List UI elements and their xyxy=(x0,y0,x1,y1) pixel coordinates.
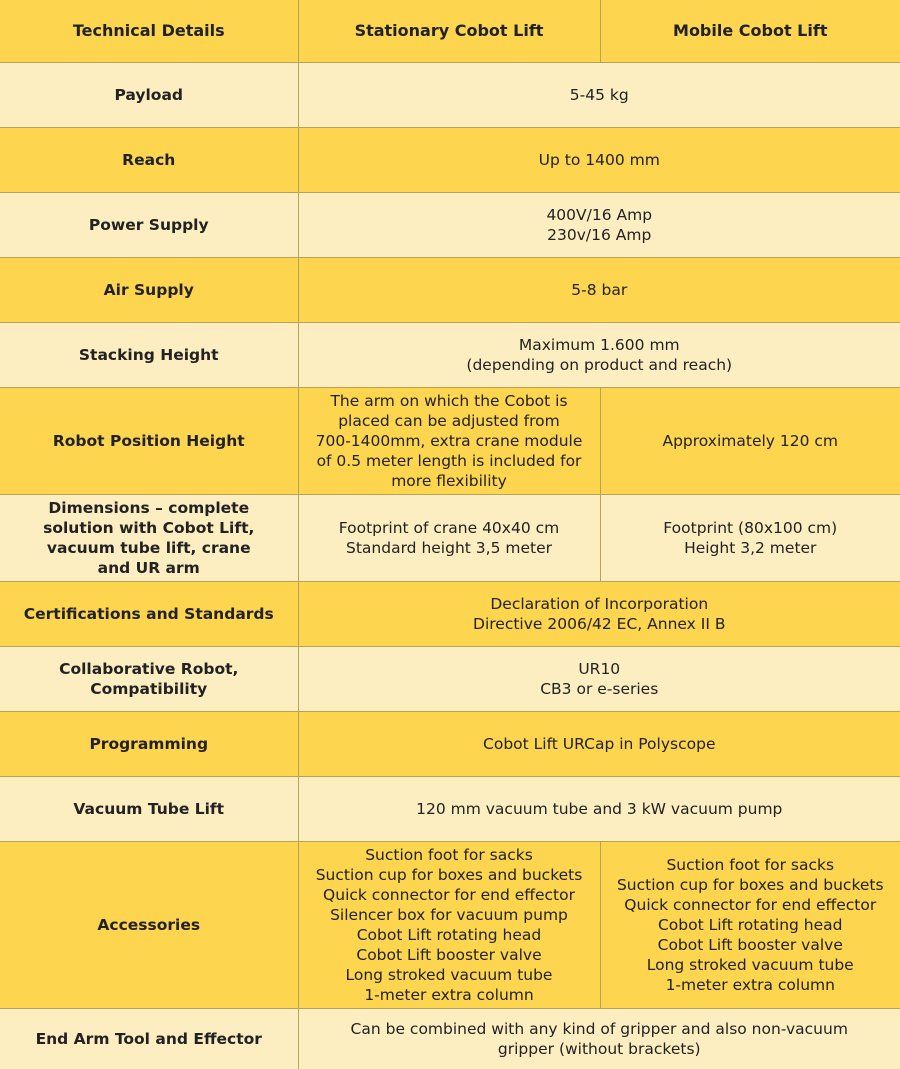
row-value-accessories-stationary: Suction foot for sacks Suction cup for boxes and buckets Quick connector for end effector Silencer box for vacuum pump Cobot Lift rotating head Cobot Lift booster valve Long stroked vacuum tube 1-meter extra column xyxy=(298,841,600,1008)
row-label-collaborative-robot: Collaborative Robot, Compatibility xyxy=(0,646,298,711)
row-value-dimensions-stationary: Footprint of crane 40x40 cm Standard height 3,5 meter xyxy=(298,494,600,581)
row-label-payload: Payload xyxy=(0,62,298,127)
table-row xyxy=(0,646,900,711)
table-row xyxy=(0,322,900,387)
row-value-certifications: Declaration of Incorporation Directive 2006/42 EC, Annex II B xyxy=(298,581,900,646)
row-value-end-arm-tool: Can be combined with any kind of gripper and also non-vacuum gripper (without brackets) xyxy=(298,1008,900,1069)
row-label-programming: Programming xyxy=(0,711,298,776)
header-stationary-cobot-lift: Stationary Cobot Lift xyxy=(298,0,600,62)
table-row xyxy=(0,257,900,322)
row-value-payload: 5-45 kg xyxy=(298,62,900,127)
row-label-certifications: Certifications and Standards xyxy=(0,581,298,646)
table-row xyxy=(0,127,900,192)
row-value-robot-position-height-mobile: Approximately 120 cm xyxy=(600,387,900,494)
table-row xyxy=(0,192,900,257)
table-row xyxy=(0,711,900,776)
row-value-air-supply: 5-8 bar xyxy=(298,257,900,322)
row-value-programming: Cobot Lift URCap in Polyscope xyxy=(298,711,900,776)
table-row xyxy=(0,581,900,646)
row-label-end-arm-tool: End Arm Tool and Effector xyxy=(0,1008,298,1069)
row-label-vacuum-tube-lift: Vacuum Tube Lift xyxy=(0,776,298,841)
table-row xyxy=(0,494,900,581)
row-value-accessories-mobile: Suction foot for sacks Suction cup for boxes and buckets Quick connector for end effector Cobot Lift rotating head Cobot Lift booster valve Long stroked vacuum tube 1-meter extra column xyxy=(600,841,900,1008)
table-row xyxy=(0,841,900,1008)
row-value-reach: Up to 1400 mm xyxy=(298,127,900,192)
row-label-robot-position-height: Robot Position Height xyxy=(0,387,298,494)
table-row xyxy=(0,1008,900,1069)
row-label-dimensions: Dimensions – complete solution with Cobot Lift, vacuum tube lift, crane and UR arm xyxy=(0,494,298,581)
row-value-vacuum-tube-lift: 120 mm vacuum tube and 3 kW vacuum pump xyxy=(298,776,900,841)
row-value-power-supply: 400V/16 Amp 230v/16 Amp xyxy=(298,192,900,257)
row-label-reach: Reach xyxy=(0,127,298,192)
header-mobile-cobot-lift: Mobile Cobot Lift xyxy=(600,0,900,62)
row-label-accessories: Accessories xyxy=(0,841,298,1008)
row-value-robot-position-height-stationary: The arm on which the Cobot is placed can be adjusted from 700-1400mm, extra crane module of 0.5 meter length is included for more flexibility xyxy=(298,387,600,494)
row-label-power-supply: Power Supply xyxy=(0,192,298,257)
table-header-row xyxy=(0,0,900,62)
row-label-air-supply: Air Supply xyxy=(0,257,298,322)
row-value-collaborative-robot: UR10 CB3 or e-series xyxy=(298,646,900,711)
header-technical-details: Technical Details xyxy=(0,0,298,62)
table-row xyxy=(0,387,900,494)
table-row xyxy=(0,62,900,127)
row-value-stacking-height: Maximum 1.600 mm (depending on product and reach) xyxy=(298,322,900,387)
row-value-dimensions-mobile: Footprint (80x100 cm) Height 3,2 meter xyxy=(600,494,900,581)
table-row xyxy=(0,776,900,841)
row-label-stacking-height: Stacking Height xyxy=(0,322,298,387)
